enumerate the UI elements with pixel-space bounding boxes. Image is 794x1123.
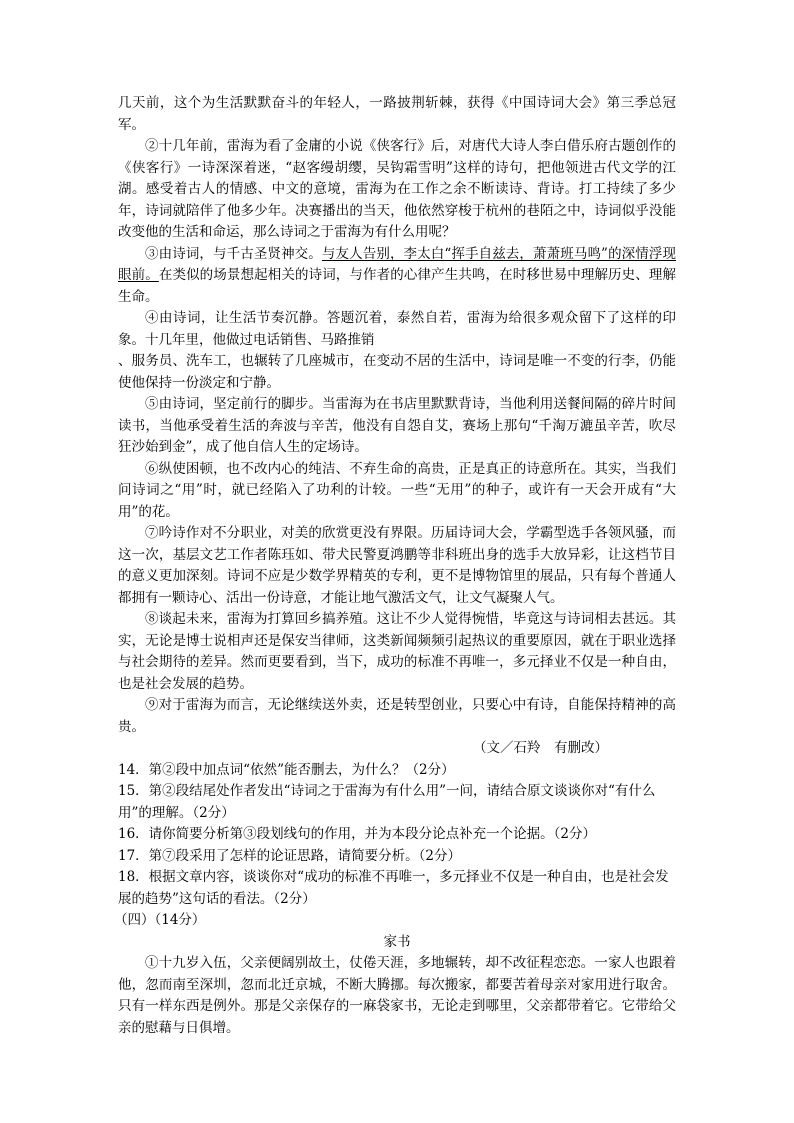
question-17: 17．第⑦段采用了怎样的论证思路，请简要分析。（2分） bbox=[118, 847, 462, 864]
question-18: 18．根据文章内容，谈谈你对“成功的标准不再唯一，多元择业不仅是一种自由，也是社会发展的趋势”这句话的看法。（2分） bbox=[118, 869, 669, 907]
article-paragraph-4b: 、服务员、洗车工，也辗转了几座城市，在变动不居的生活中，诗词是唯一不变的行李，仍能使他保持一份淡定和宁静。 bbox=[118, 353, 676, 391]
paragraph-3-rest: 在类似的场景想起相关的诗词，与作者的心律产生共鸣，在时移世易中理解历史、理解生命。 bbox=[118, 267, 677, 305]
article-paragraph-4a: ④由诗词，让生活节奏沉静。答题沉着，泰然自若，雷海为给很多观众留下了这样的印象。十几年里，他做过电话销售、马路推销 bbox=[118, 310, 676, 348]
article-paragraph-1-continued: 几天前，这个为生活默默奋斗的年轻人，一路披荆斩棘，获得《中国诗词大会》第三季总冠军。 bbox=[118, 95, 676, 133]
article-source: （文／石羚 有删改） bbox=[473, 740, 608, 756]
article-paragraph-3 bbox=[118, 244, 676, 309]
article-paragraph-2: ②十几年前，雷海为看了金庸的小说《侠客行》后，对唐代大诗人李白借乐府古题创作的《侠客行》一诗深深着迷，“赵客缦胡缨，吴钩霜雪明”这样的诗句，把他领进古代文学的江湖。感受着古人的情感、中文的意境，雷海为在工作之余不断读诗、背诗。打工持续了多少年，诗词就陪伴了他多少年。决赛播出的当天，他依然穿梭于杭州的巷陌之中，诗词似乎没能改变他的生活和命运，那么诗词之于雷海为有什么用呢？ bbox=[118, 138, 676, 240]
paragraph-3-underlined-sentence: 与友人告别，李太白“挥手自兹去，萧萧班马鸣”的深情浮现眼前。 bbox=[118, 245, 677, 283]
section-4-header: （四）（14分） bbox=[114, 912, 206, 928]
article-paragraph-8: ⑧谈起未来，雷海为打算回乡搞养殖。这让不少人觉得惋惜，毕竟这与诗词相去甚远。其实，无论是博士说相声还是保安当律师，这类新闻频频引起热议的重要原因，就在于职业选择与社会期待的差异。然而更要看到，当下，成功的标准不再唯一，多元择业不仅是一种自由，也是社会发展的趋势。 bbox=[118, 611, 676, 692]
article-paragraph-6: ⑥纵使困顿，也不改内心的纯洁、不弃生命的高贵，正是真正的诗意所在。其实，当我们问诗词之“用”时，就已经陷入了功利的计较。一些“无用”的种子，或许有一天会开成有“大用”的花。 bbox=[118, 460, 676, 520]
section-4-title: 家书 bbox=[383, 933, 411, 950]
exam-page bbox=[114, 93, 677, 1039]
paragraph-3-argument: ③由诗词，与千古圣贤神交。 bbox=[145, 245, 322, 262]
question-14: 14．第②段中加点词“依然”能否删去，为什么？（2分） bbox=[118, 761, 455, 778]
section-4-paragraph-1: ①十九岁入伍，父亲便阔别故土，仗倦天涯，多地辗转，却不改征程恋恋。一家人也跟着他，忽而南至深圳，忽而北迁京城，不断大腾挪。每次搬家，都要苦着母亲对家用进行取舍。只有一样东西是例外。那是父亲保存的一麻袋家书，无论走到哪里，父亲都带着它。它带给父亲的慰藉与日俱增。 bbox=[118, 955, 676, 1036]
article-paragraph-7: ⑦吟诗作对不分职业，对美的欣赏更没有界限。历届诗词大会，学霸型选手各领风骚，而这一次，基层文艺工作者陈珏如、带犬民警夏鸿鹏等非科班出身的选手大放异彩，让这档节目的意义更加深刻。诗词不应是少数学界精英的专利，更不是博物馆里的展品，只有每个普通人都拥有一颗诗心、活出一份诗意，才能让地气激活文气，让文气凝聚人气。 bbox=[118, 525, 676, 606]
question-15: 15．第②段结尾处作者发出“诗词之于雷海为有什么用”一问，请结合原文谈谈你对“有什么用”的理解。（2分） bbox=[118, 783, 656, 821]
question-16: 16．请你简要分析第③段划线句的作用，并为本段分论点补充一个论据。（2分） bbox=[118, 826, 597, 842]
article-paragraph-9: ⑨对于雷海为而言，无论继续送外卖，还是转型创业，只要心中有诗，自能保持精神的高贵。 bbox=[118, 697, 676, 735]
article-paragraph-5: ⑤由诗词，坚定前行的脚步。当雷海为在书店里默默背诗，当他利用送餐间隔的碎片时间读书，当他承受着生活的奔波与辛苦，他没有自怨自艾，赛场上那句“千淘万漉虽辛苦，吹尽狂沙始到金”，成了他自信人生的定场诗。 bbox=[118, 396, 676, 455]
